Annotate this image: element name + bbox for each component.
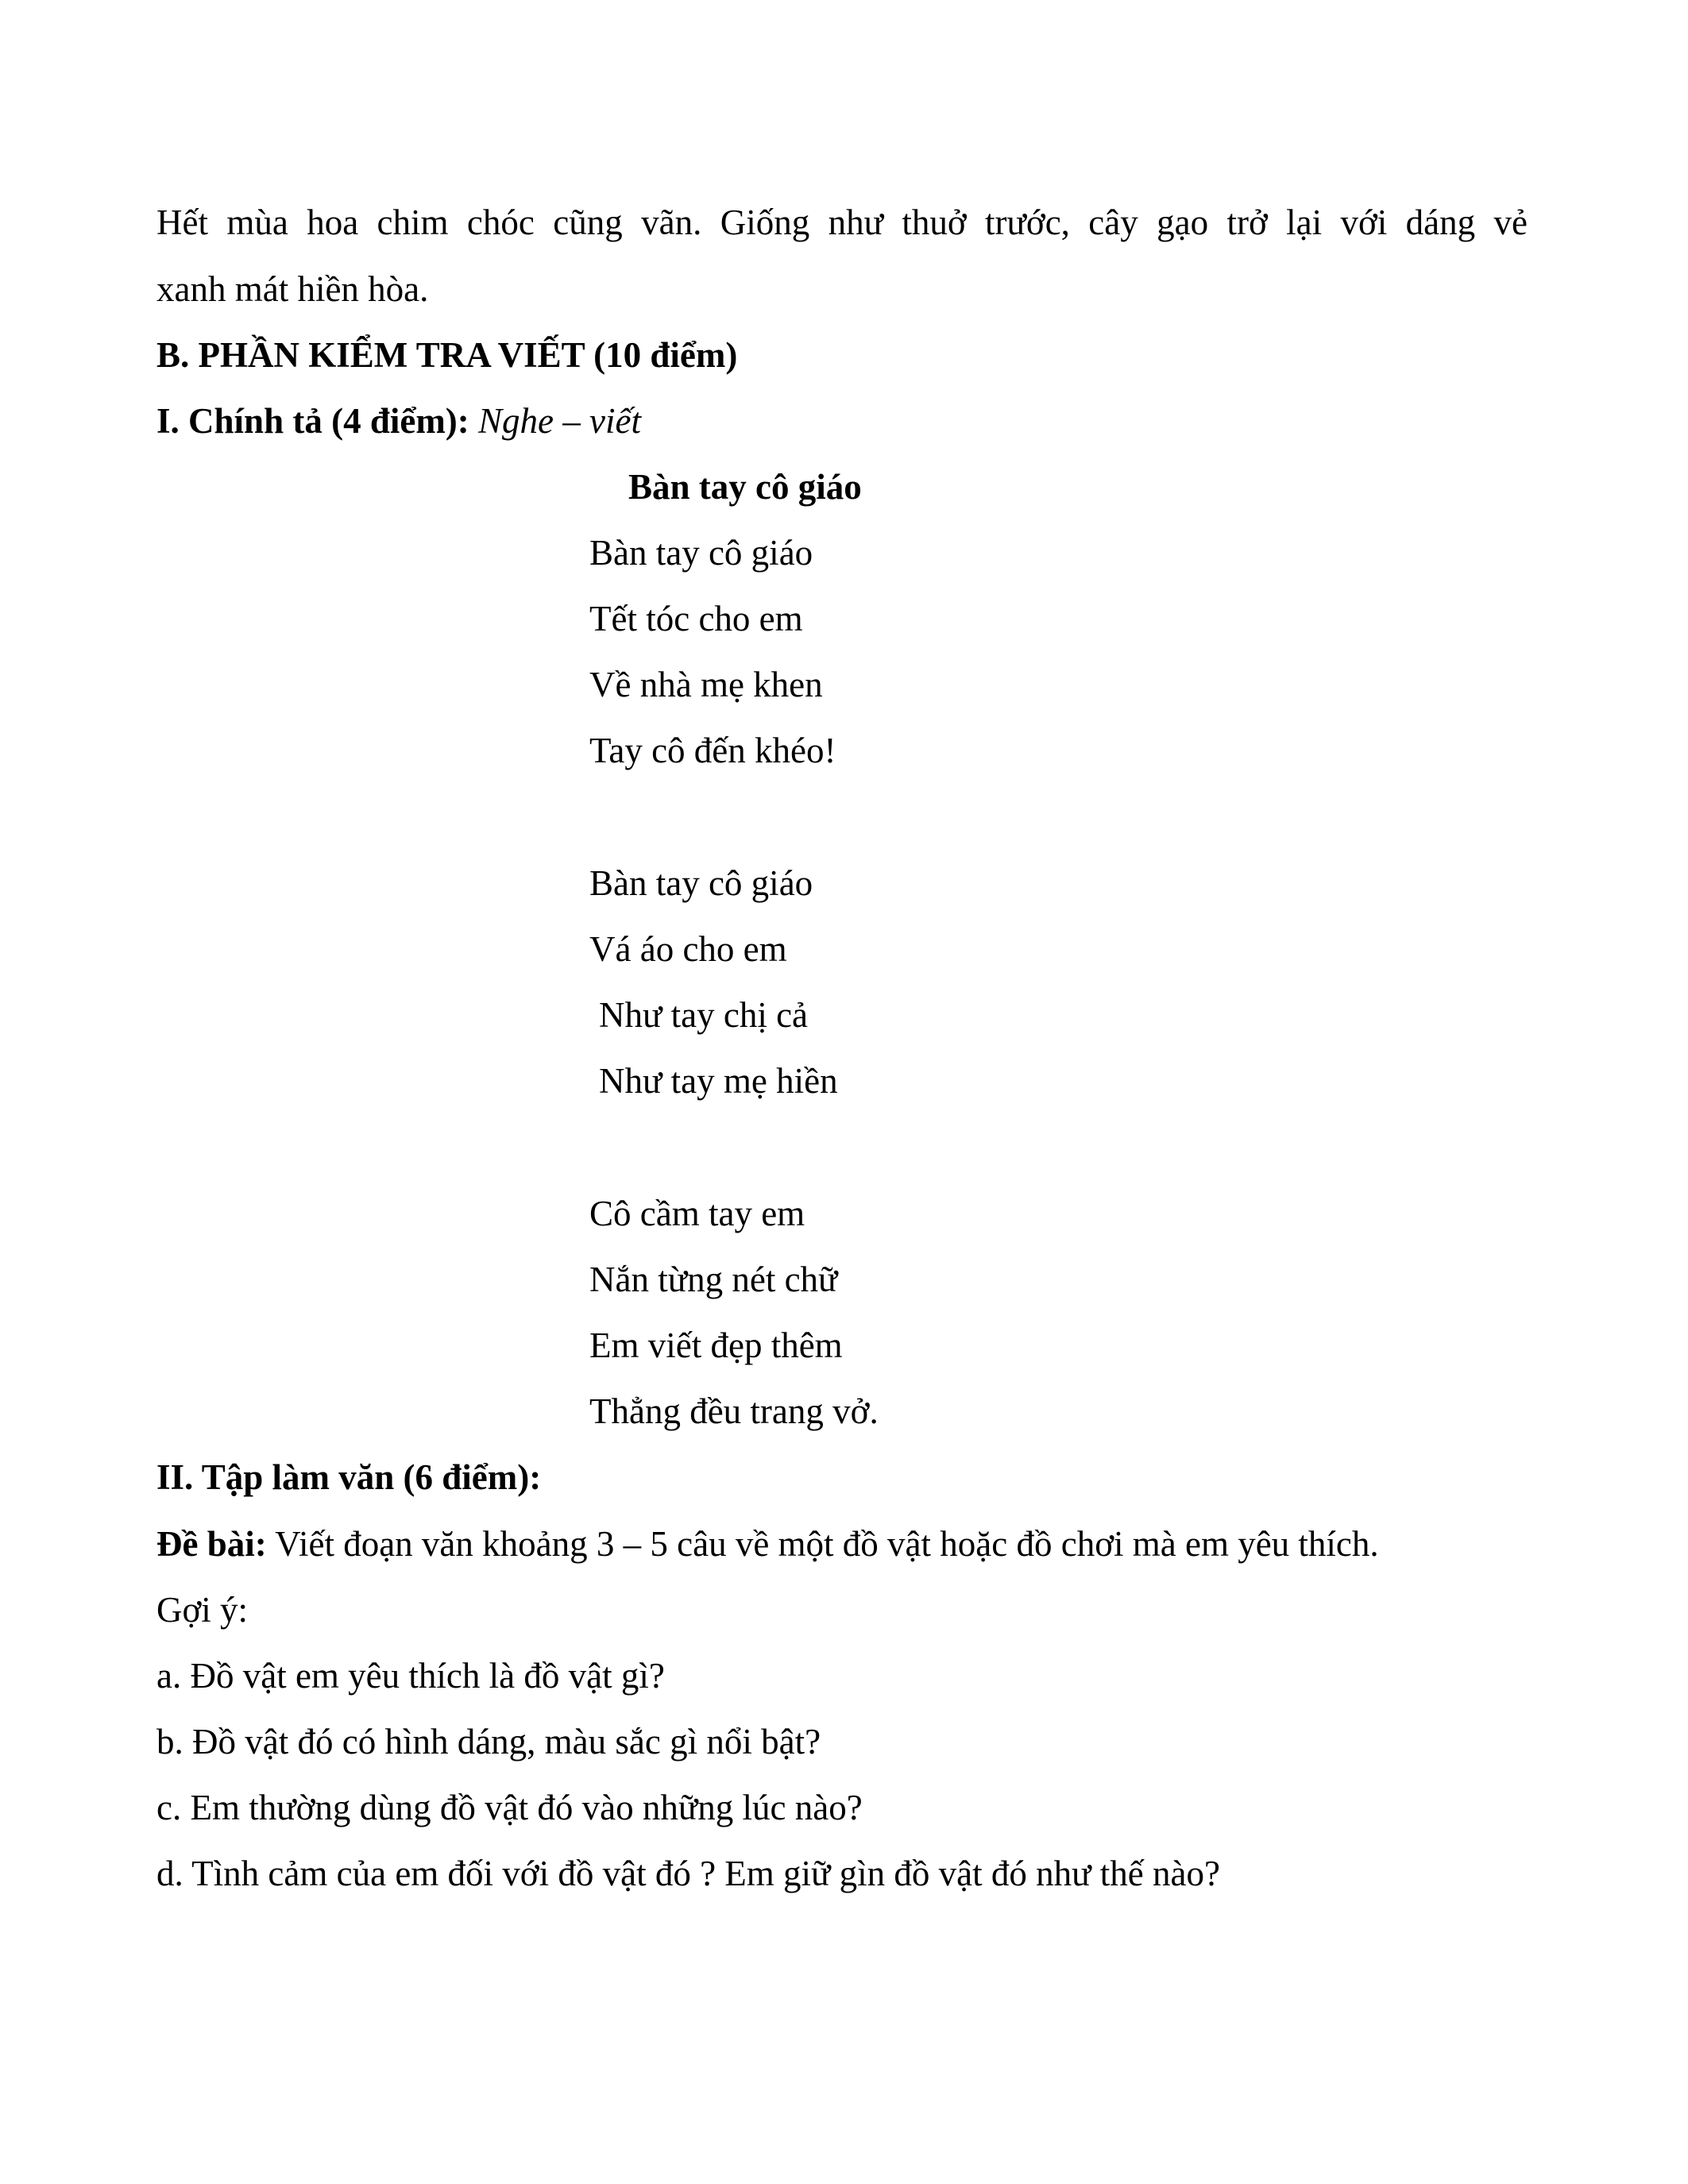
poem-line: Em viết đẹp thêm [589, 1325, 843, 1365]
poem-line: Bàn tay cô giáo [589, 863, 813, 903]
hint-item: d. Tình cảm của em đối với đồ vật đó ? Em giữ gìn đồ vật đó như thế nào? [156, 1854, 1220, 1893]
poem-line: Tết tóc cho em [589, 599, 803, 639]
hint-label: Gợi ý: [156, 1590, 249, 1630]
intro-line-1: Hết mùa hoa chim chóc cũng vãn. Giống như thuở trước, cây gạo trở lại với dáng vẻ [156, 203, 1528, 242]
intro-line-2: xanh mát hiền hòa. [156, 269, 429, 309]
hint-item: b. Đồ vật đó có hình dáng, màu sắc gì nổi bật? [156, 1722, 821, 1761]
poem-line: Tay cô đến khéo! [589, 731, 836, 770]
poem-line: Bàn tay cô giáo [589, 533, 813, 573]
prompt-text: Viết đoạn văn khoảng 3 – 5 câu về một đồ vật hoặc đồ chơi mà em yêu thích. [266, 1524, 1379, 1564]
chinh-ta-mode: Nghe – viết [478, 401, 641, 441]
poem-line: Nắn từng nét chữ [589, 1260, 838, 1299]
hint-item: a. Đồ vật em yêu thích là đồ vật gì? [156, 1656, 665, 1696]
poem-title: Bàn tay cô giáo [628, 467, 862, 507]
prompt-label: Đề bài: [156, 1524, 267, 1564]
hint-item: c. Em thường dùng đồ vật đó vào những lúc nào? [156, 1788, 863, 1827]
poem-line: Cô cầm tay em [589, 1194, 805, 1233]
chinh-ta-label: I. Chính tả (4 điểm): [156, 401, 469, 441]
tap-lam-van-heading: II. Tập làm văn (6 điểm): [156, 1457, 542, 1497]
prompt-line [156, 1526, 1379, 1562]
section-b-heading: B. PHẦN KIỂM TRA VIẾT (10 điểm) [156, 335, 738, 375]
chinh-ta-heading [156, 403, 641, 439]
poem-line: Vá áo cho em [589, 929, 787, 969]
poem-line: Về nhà mẹ khen [589, 665, 823, 704]
poem-line: Thẳng đều trang vở. [589, 1391, 879, 1431]
poem-line: Như tay mẹ hiền [599, 1061, 838, 1101]
poem-line: Như tay chị cả [599, 995, 809, 1035]
